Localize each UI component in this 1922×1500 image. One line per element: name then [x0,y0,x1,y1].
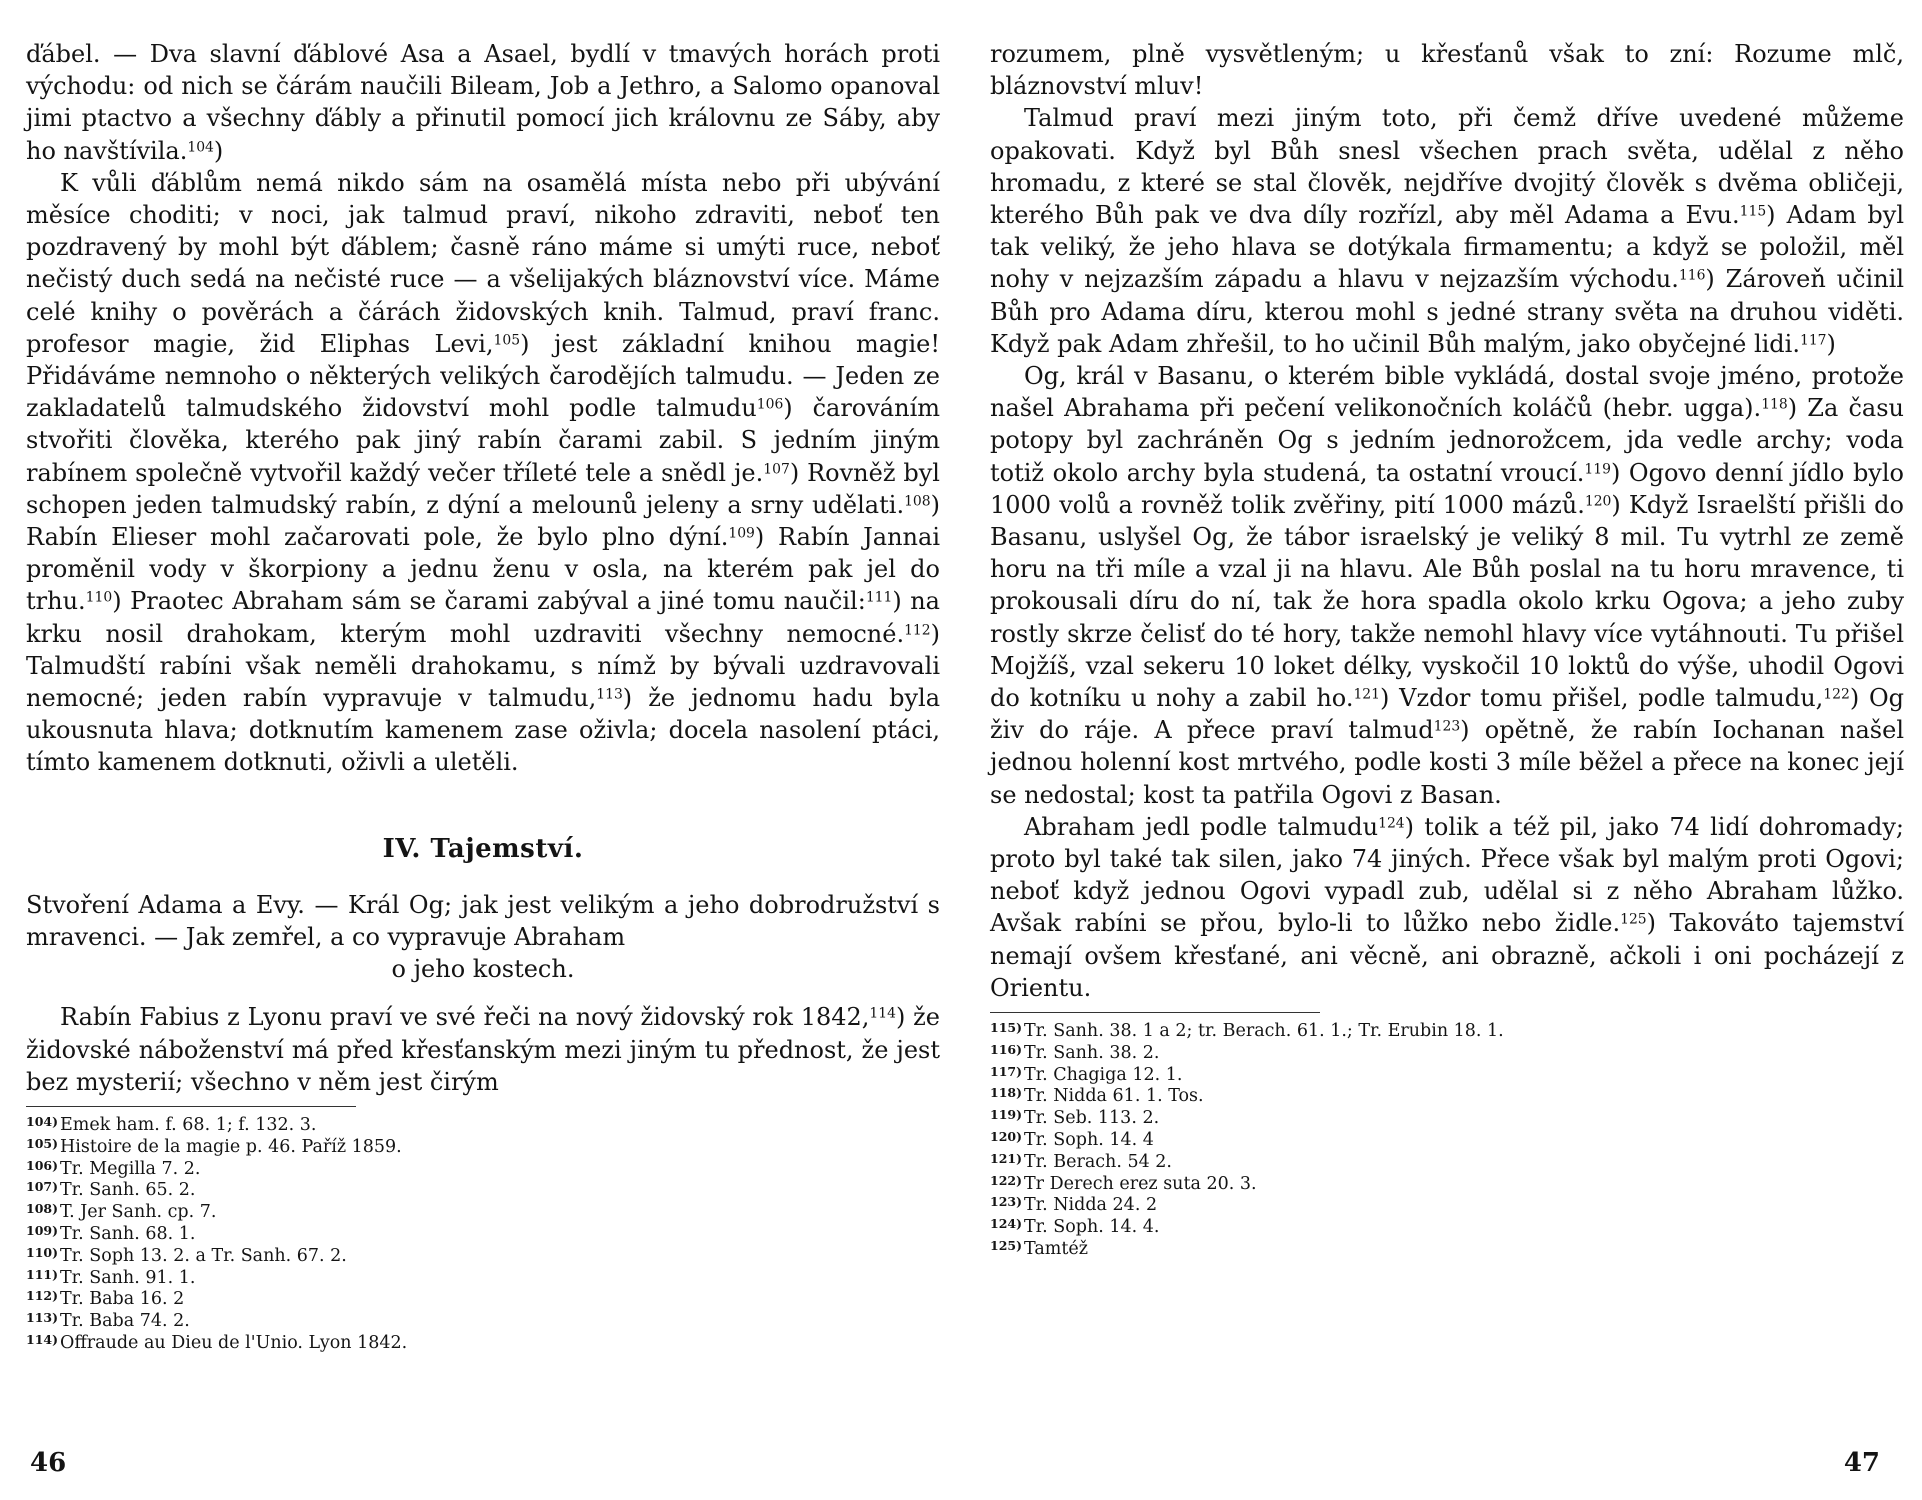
note-ref: 112 [904,622,931,639]
footnote: 113) Tr. Baba 74. 2. [26,1310,190,1332]
footnote: 111) Tr. Sanh. 91. 1. [26,1266,196,1288]
footnote: 117) Tr. Chagiga 12. 1. [990,1063,1183,1085]
note-ref: 120 [1584,493,1612,510]
left-footnotes [26,1115,940,1355]
note-ref: 108 [904,493,931,510]
note-ref: 111 [865,589,893,606]
note-ref: 104 [187,138,214,155]
footnote: 120) Tr. Soph. 14. 4 [990,1129,1154,1151]
left-body [26,38,940,1098]
footnote: 125) Tamtéž [990,1238,1088,1260]
footnote: 106) Tr. Megilla 7. 2. [26,1157,201,1179]
paragraph: ďábel. — Dva slavní ďáblové Asa a Asael, bydlí v tmavých horách proti východu: od nich se čárám naučili Bileam, Job a Jethro, a Salomo opanoval jimi ptactvo a všechny ďábly a přinutil pomocí jich královnu ze Sáby, aby ho navštívila.$^{104}$) [26,40,940,165]
footnote: 114) Offraude au Dieu de l'Unio. Lyon 1842. [26,1332,408,1354]
right-page [990,38,1904,1478]
note-ref: 122 [1823,686,1850,703]
chapter-summary: Stvoření Adama a Evy. — Král Og; jak jest velikým a jeho dobrodružství s mravenci. — Jak zemřel, a co vypravuje Abraham o jeho kostech. [26,890,940,984]
right-body [990,38,1904,1004]
footnote: 121) Tr. Berach. 54 2. [990,1150,1172,1172]
note-ref: 116 [1678,267,1706,284]
note-ref: 114 [869,1005,896,1022]
note-ref: 117 [1799,332,1827,349]
paragraph: Abraham jedl podle talmudu$^{124}$) tolik a též pil, jako 74 lidí dohromady; proto byl také tak silen, jako 74 jiných. Přece však byl malým proti Ogovi; neboť když jednou Ogovi vypadl zub, udělal si z něho Abraham lůžko. Avšak rabíni se přou, bylo-li to lůžko nebo židle.$^{125}$) Takováto tajemství nemají ovšem křesťané, ani věcně, ani obrazně, ačkoli i oni pocházejí z Orientu. [990,812,1905,1002]
footnote: 107) Tr. Sanh. 65. 2. [26,1179,196,1201]
note-ref: 121 [1353,686,1380,703]
note-ref: 106 [756,396,784,413]
footnote: 116) Tr. Sanh. 38. 2. [990,1041,1160,1063]
note-ref: 118 [1761,396,1788,413]
footnote: 109) Tr. Sanh. 68. 1. [26,1223,196,1245]
paragraph: K vůli ďáblům nemá nikdo sám na osamělá místa nebo při ubývání měsíce choditi; v noci, jak talmud praví, nikoho zdraviti, neboť ten pozdravený by mohl být ďáblem; časně ráno máme si umýti ruce, neboť nečistý duch sedá na nečisté ruce — a všelijakých bláznovství více. Máme celé knihy o pověrách a čárách židovských knih. Talmud, praví franc. profesor magie, žid Eliphas Levi,$^{105}$) jest základní knihou magie! Přidáváme nemnoho o některých velikých čarodějích talmudu. — Jeden ze zakladatelů talmudského židovství mohl podle talmudu$^{106}$) čarováním stvořiti člověka, kterého pak jiný rabín čarami zabil. S jedním jiným rabínem společně vytvořil každý večer tříleté tele a snědl je.$^{107}$) Rovněž byl schopen jeden talmudský rabín, z dýní a melounů jeleny a srny udělati.$^{108}$) Rabín Elieser mohl začarovati pole, že bylo plno dýní.$^{109}$) Rabín Jannai proměnil vody v škorpiony a jednu ženu v osla, na kterém pak jel do trhu.$^{110}$) Praotec Abraham sám se čarami zabýval a jiné tomu naučil:$^{111}$) na krku nosil drahokam, kterým mohl uzdraviti všechny nemocné.$^{112}$) Talmudští rabíni však neměli drahokamu, s nímž by bývali uzdravovali nemocné; jeden rabín vypravuje v talmudu,$^{113}$) že jednomu hadu byla ukousnuta hlava; dotknutím kamenem zase oživla; docela nasolení ptáci, tímto kamenem dotknuti, oživli a uletěli. [26,168,941,777]
page-number: 46 [30,1448,67,1478]
footnote-divider [26,1106,356,1107]
footnote: 118) Tr. Nidda 61. 1. Tos. [990,1085,1204,1107]
note-ref: 109 [728,525,755,542]
note-ref: 119 [1584,461,1611,477]
note-ref: 105 [493,332,521,349]
left-page [26,38,940,1478]
footnote: 122) Tr Derech erez suta 20. 3. [990,1172,1257,1194]
footnote: 115) Tr. Sanh. 38. 1 a 2; tr. Berach. 61. 1.; Tr. Erubin 18. 1. [990,1020,1504,1042]
footnote: 110) Tr. Soph 13. 2. a Tr. Sanh. 67. 2. [26,1244,347,1266]
footnote: 104) Emek ham. f. 68. 1; f. 132. 3. [26,1114,317,1136]
paragraph: Rabín Fabius z Lyonu praví ve své řeči na nový židovský rok 1842,$^{114}$) že židovské náboženství má před křesťanským mezi jiným tu přednost, že jest bez mysterií; všechno v něm jest čirým [26,1003,940,1096]
footnote: 112) Tr. Baba 16. 2 [26,1288,185,1310]
footnote: 124) Tr. Soph. 14. 4. [990,1216,1160,1238]
note-ref: 113 [596,686,623,703]
footnote-divider [990,1012,1320,1013]
note-ref: 125 [1620,911,1647,928]
chapter-heading: IV. Tajemství. [382,833,584,864]
footnote: 105) Histoire de la magie p. 46. Paříž 1859. [26,1135,402,1157]
footnote: 119) Tr. Seb. 113. 2. [990,1107,1160,1129]
right-footnotes [990,1021,1904,1261]
paragraph: rozumem, plně vysvětleným; u křesťanů však to zní: Rozume mlč, bláznovství mluv! [990,40,1904,101]
footnote: 108) T. Jer Sanh. cp. 7. [26,1201,217,1223]
note-ref: 107 [763,461,790,477]
note-ref: 124 [1378,815,1405,832]
note-ref: 123 [1433,718,1461,735]
paragraph: Talmud praví mezi jiným toto, při čemž dříve uvedené můžeme opakovati. Když byl Bůh snesl všechen prach světa, udělal z něho hromadu, z které se stal člověk, nejdříve dvojitý člověk s dvěma obličeji, kterého Bůh pak ve dva díly rozřízl, aby měl Adama a Evu.$^{115}$) Adam byl tak veliký, že jeho hlava se dotýkala firmamentu; a když se položil, měl nohy v nejzazším západu a hlavu v nejzazším východu.$^{116}$) Zároveň učinil Bůh pro Adama díru, kterou mohl s jedné strany světa na druhou viděti. Když pak Adam zhřešil, to ho učinil Bůh malým, jako obyčejné lidi.$^{117}$) [990,104,1905,358]
note-ref: 115 [1739,203,1767,220]
paragraph: Og, král v Basanu, o kterém bible vykládá, dostal svoje jméno, protože našel Abrahama při pečení velikonočních koláčů (hebr. ugga).$^{118}$) Za času potopy byl zachráněn Og s jedním jednorožcem, jda vedle archy; voda totiž okolo archy byla studená, ta ostatní vroucí.$^{119}$) Ogovo denní jídlo bylo 1000 volů a rovněž tolik zvěřiny, pití 1000 mázů.$^{120}$) Když Israelští přišli do Basanu, uslyšel Og, že tábor israelský je veliký 8 mil. Tu vytrhl ze země horu na tři míle a vzal ji na hlavu. Ale Bůh poslal na tu horu mravence, ti prokousali díru do ní, tak že hora spadla okolo krku Ogova; a jeho zuby rostly skrze čelisť do té hory, takže nemohl hlavy více vytáhnouti. Tu přišel Mojžíš, vzal sekeru 10 loket délky, vyskočil 10 loktů do výše, uhodil Ogovi do kotníku u nohy a zabil ho.$^{121}$) Vzdor tomu přišel, podle talmudu,$^{122}$) Og živ do ráje. A přece praví talmud$^{123}$) opětně, že rabín Iochanan našel jednou holenní kost mrtvého, podle kosti 3 míle běžel a přece na konec její se nedostal; kost ta patřila Ogovi z Basan. [990,362,1905,809]
page-number: 47 [1843,1448,1880,1478]
note-ref: 110 [85,589,113,606]
footnote: 123) Tr. Nidda 24. 2 [990,1194,1158,1216]
